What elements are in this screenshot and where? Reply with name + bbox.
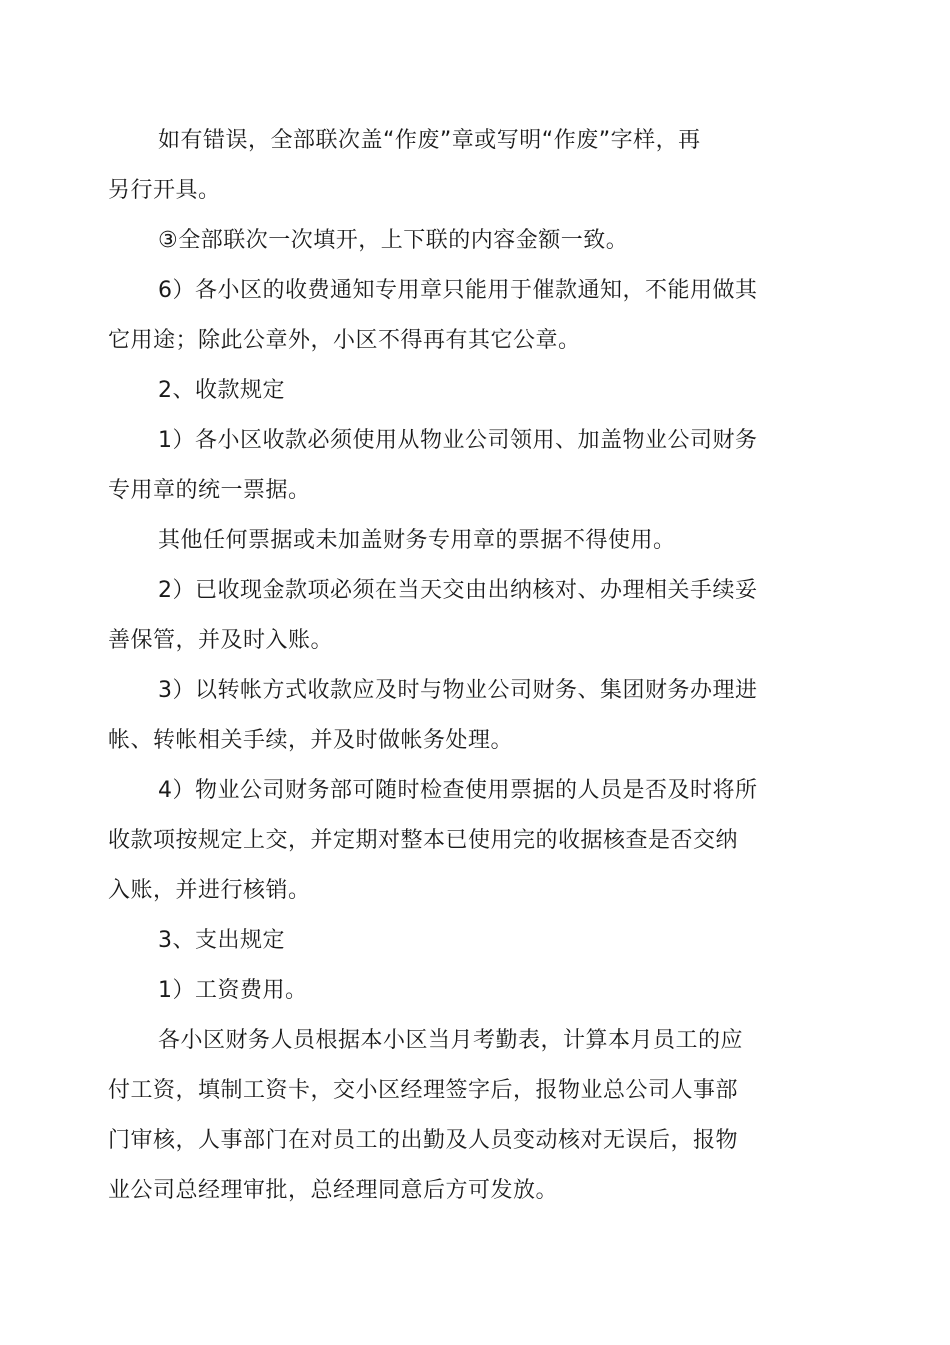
paragraph-line: 如有错误，全部联次盖“作废”章或写明“作废”字样，再 <box>158 128 701 153</box>
paragraph-line: 专用章的统一票据。 <box>108 478 311 503</box>
paragraph-line: 门审核，人事部门在对员工的出勤及人员变动核对无误后，报物 <box>108 1128 739 1153</box>
paragraph-line: 1）工资费用。 <box>158 978 308 1003</box>
paragraph-line: 6）各小区的收费通知专用章只能用于催款通知，不能用做其 <box>158 278 758 303</box>
paragraph-line: 入账，并进行核销。 <box>108 878 311 903</box>
paragraph-line: 2）已收现金款项必须在当天交由出纳核对、办理相关手续妥 <box>158 578 758 603</box>
paragraph-line: 善保管，并及时入账。 <box>108 628 334 653</box>
paragraph-line: 4）物业公司财务部可随时检查使用票据的人员是否及时将所 <box>158 778 758 803</box>
paragraph-line: 另行开具。 <box>108 178 221 203</box>
paragraph-line: 它用途；除此公章外，小区不得再有其它公章。 <box>108 328 581 353</box>
paragraph-line: 付工资，填制工资卡，交小区经理签字后，报物业总公司人事部 <box>108 1078 739 1103</box>
section-heading: 3、支出规定 <box>158 928 285 953</box>
paragraph-line: 其他任何票据或未加盖财务专用章的票据不得使用。 <box>158 528 676 553</box>
paragraph-line: 1）各小区收款必须使用从物业公司领用、加盖物业公司财务 <box>158 428 758 453</box>
paragraph-line: 帐、转帐相关手续，并及时做帐务处理。 <box>108 728 514 753</box>
paragraph-line: 收款项按规定上交，并定期对整本已使用完的收据核查是否交纳 <box>108 828 739 853</box>
paragraph-line: 3）以转帐方式收款应及时与物业公司财务、集团财务办理进 <box>158 678 758 703</box>
paragraph-line: 各小区财务人员根据本小区当月考勤表，计算本月员工的应 <box>158 1028 744 1053</box>
section-heading: 2、收款规定 <box>158 378 285 403</box>
paragraph-line: ③全部联次一次填开，上下联的内容金额一致。 <box>158 228 629 253</box>
paragraph-line: 业公司总经理审批，总经理同意后方可发放。 <box>108 1178 559 1203</box>
